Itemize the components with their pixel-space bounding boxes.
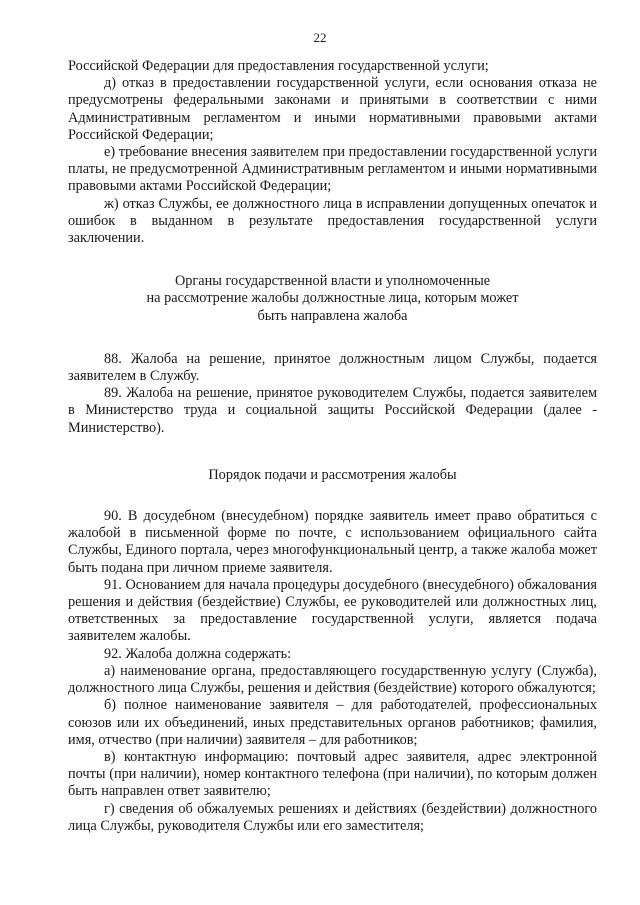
paragraph-92: 92. Жалоба должна содержать: bbox=[104, 645, 292, 662]
heading-line: на рассмотрение жалобы должностные лица, которым может bbox=[146, 290, 519, 307]
paragraph-89: 89. Жалоба на решение, принятое руководителем Службы, подается заявителем в Министерство труда и социальной защиты Российской Федерации (далее - Министерство). bbox=[68, 385, 597, 436]
paragraph: ж) отказ Службы, ее должностного лица в исправлении допущенных опечаток и ошибок в выданном в результате предоставления государственной услуги заключении. bbox=[68, 195, 597, 247]
section-heading-complaint-procedure: Порядок подачи и рассмотрения жалобы bbox=[208, 466, 457, 483]
paragraph: е) требование внесения заявителем при предоставлении государственной услуги платы, не предусмотренной Административным регламентом и иными нормативными правовыми актами Российской Федерации; bbox=[68, 144, 597, 195]
document-body bbox=[68, 58, 597, 835]
section-heading-complaint-authorities bbox=[68, 273, 597, 325]
page-number: 22 bbox=[313, 30, 327, 45]
list-item-v: в) контактную информацию: почтовый адрес заявителя, адрес электронной почты (при наличии), номер контактного телефона (при наличии), по которым должен быть направлен ответ заявителю; bbox=[68, 748, 597, 800]
paragraph-91: 91. Основанием для начала процедуры досудебного (внесудебного) обжалования решения и действия (бездействие) Службы, ее руководителей или должностных лиц, ответственных за предоставление государственной услуги, является подача заявителем жалобы. bbox=[68, 576, 597, 645]
paragraph-88: 88. Жалоба на решение, принятое должностным лицом Службы, подается заявителем в Службу. bbox=[68, 350, 597, 385]
heading-line: Органы государственной власти и уполномоченные bbox=[174, 273, 491, 290]
paragraph-90: 90. В досудебном (внесудебном) порядке заявитель имеет право обратиться с жалобой в письменной форме по почте, с использованием официального сайта Службы, Единого портала, через многофункциональный центр, а также жалоба может быть подана при личном приеме заявителя. bbox=[68, 508, 597, 576]
list-item-b: б) полное наименование заявителя – для работодателей, профессиональных союзов или их объединений, иных представительных органов работников; фамилия, имя, отчество (при наличии) заявителя – для работников; bbox=[68, 697, 597, 748]
list-item-g: г) сведения об обжалуемых решениях и действиях (бездействии) должностного лица Службы, руководителя Службы или его заместителя; bbox=[68, 800, 597, 834]
paragraph: д) отказ в предоставлении государственной услуги, если основания отказа не предусмотрены федеральными законами и принятыми в соответствии с ними Административным регламентом и иными нормативными правовыми актами Российской Федерации; bbox=[68, 75, 597, 143]
heading-line: быть направлена жалоба bbox=[257, 307, 408, 324]
paragraph: Российской Федерации для предоставления государственной услуги; bbox=[68, 58, 489, 74]
list-item-a: а) наименование органа, предоставляющего государственную услугу (Служба), должностного лица Службы, решения и действия (бездействие) которого обжалуются; bbox=[68, 662, 597, 697]
